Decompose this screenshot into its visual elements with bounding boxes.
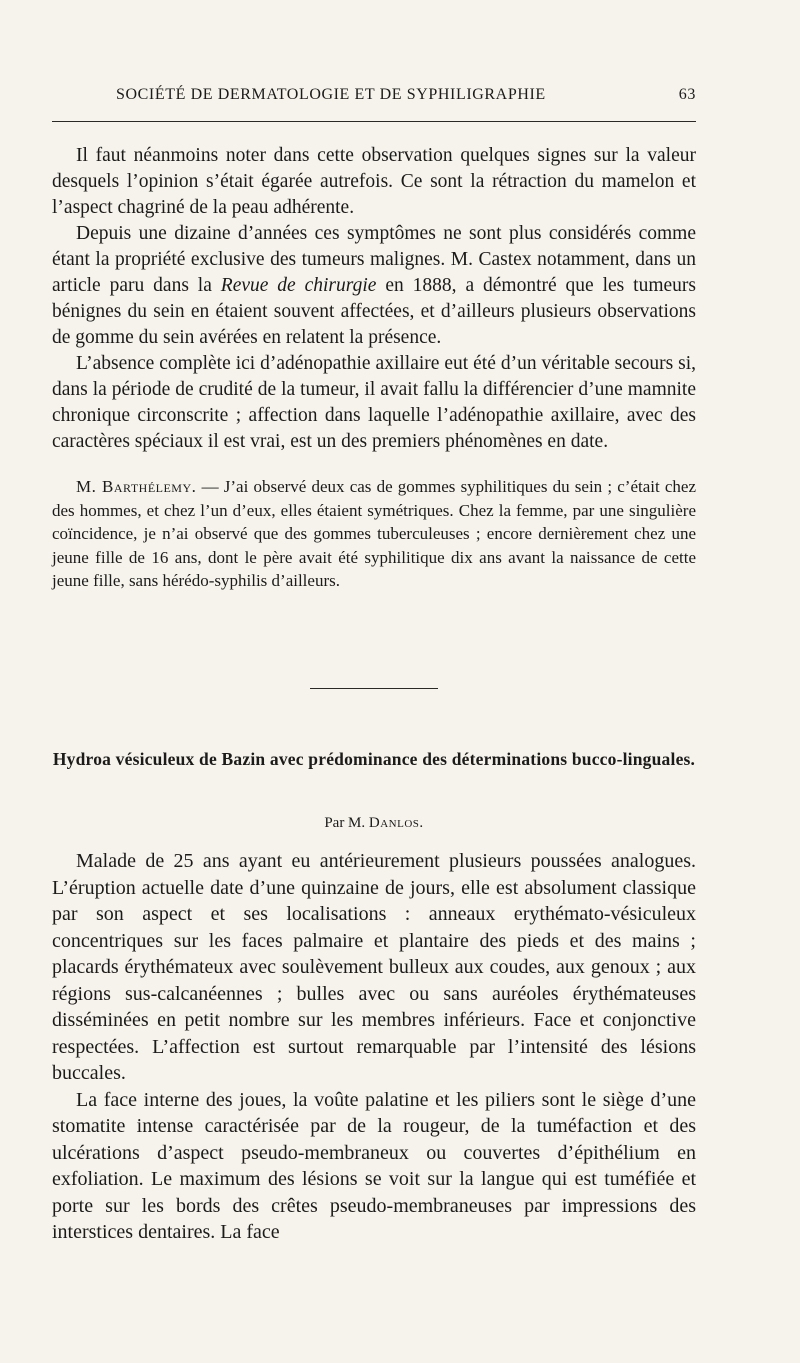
remark-paragraph xyxy=(52,475,696,593)
discussion-section xyxy=(52,143,696,593)
remark-text: — J’ai observé deux cas de gommes syphilitiques du sein ; c’était chez des hommes, et chez l’un d’eux, elles étaient symétriques. Chez la femme, par une singulière coïncidence, je n’ai observé que des gommes tuberculeuses ; encore dernièrement chez une jeune fille de 16 ans, dont le père avait été syphilitique dix ans avant la naissance de cette jeune fille, sans hérédo-syphilis d’ailleurs. xyxy=(52,477,697,590)
paragraph: L’absence complète ici d’adénopathie axillaire eut été d’un véritable secours si, dans la période de crudité de la tumeur, il avait fallu la différencier d’une mamnite chronique circonscrite ; affection dans laquelle l’adénopathie axillaire, avec des caractères spéciaux il est vrai, est un des premiers phénomènes en date. xyxy=(52,353,696,452)
author-name: Danlos. xyxy=(368,815,424,831)
article-body xyxy=(52,848,696,1246)
author-prefix: Par M. xyxy=(324,815,369,831)
header-rule xyxy=(52,121,696,122)
author-line xyxy=(52,815,696,832)
paragraph-text: en 1888, a démontré que les tumeurs bénignes du sein en étaient souvent affectées, et d’ailleurs plusieurs observations de gomme du sein avérées en relatent la présence. xyxy=(52,275,696,348)
running-header xyxy=(52,86,696,104)
paragraph-text: Depuis une dizaine d’années ces symptômes ne sont plus considérés comme étant la propriété exclusive des tumeurs malignes. M. Castex notamment, dans un article paru dans la xyxy=(52,223,696,296)
speaker-name: M. Barthélemy. xyxy=(76,477,197,496)
section-separator xyxy=(310,688,438,689)
paragraph: Malade de 25 ans ayant eu antérieurement plusieurs poussées analogues. L’éruption actuelle date d’une quinzaine de jours, elle est absolument classique par son aspect et ses localisations : anneaux erythémato-vésiculeux concentriques sur les faces palmaire et plantaire des pieds et des mains ; placards érythémateux avec soulèvement bulleux aux coudes, aux genoux ; aux régions sus-calcanéennes ; bulles avec ou sans auréoles érythémateuses disséminées en petit nombre sur les membres inférieurs. Face et conjonctive respectées. L’affection est surtout remarquable par l’intensité des lésions buccales. xyxy=(52,850,696,1084)
page-number: 63 xyxy=(678,86,696,103)
running-title: SOCIÉTÉ DE DERMATOLOGIE ET DE SYPHILIGRAPHIE xyxy=(116,86,546,103)
paragraph: Il faut néanmoins noter dans cette observation quelques signes sur la valeur desquels l’opinion s’était égarée autrefois. Ce sont la rétraction du mamelon et l’aspect chagriné de la peau adhérente. xyxy=(52,145,696,218)
journal-name: Revue de chirurgie xyxy=(220,275,377,296)
article-title: Hydroa vésiculeux de Bazin avec prédominance des déterminations bucco-linguales. xyxy=(52,749,696,769)
paragraph: La face interne des joues, la voûte palatine et les piliers sont le siège d’une stomatite intense caractérisée par de la rougeur, de la tuméfaction et des ulcérations d’aspect pseudo-membraneux ou couvertes d’épithélium en exfoliation. Le maximum des lésions se voit sur la langue qui est tuméfiée et porte sur les bords des crêtes pseudo-membraneuses par impressions des interstices dentaires. La face xyxy=(52,1088,696,1243)
paragraph xyxy=(52,221,696,351)
